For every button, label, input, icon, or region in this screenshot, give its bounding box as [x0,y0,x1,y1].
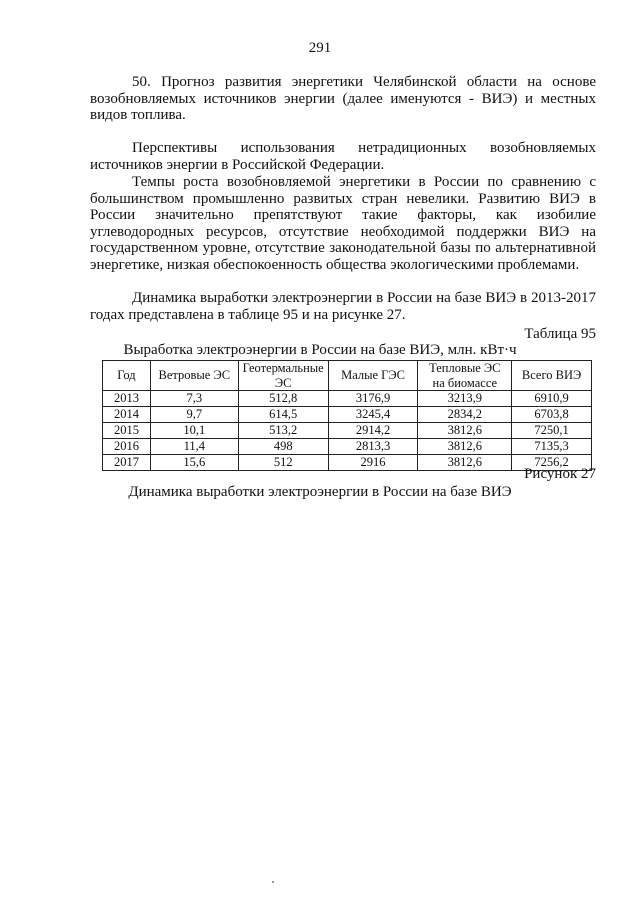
header-biomass: Тепловые ЭС на биомассе [418,361,512,391]
table-cell: 2016 [103,439,151,455]
table-row [103,423,592,439]
figure-caption: Динамика выработки электроэнергии в России на базе ВИЭ [128,484,512,500]
table-cell: 7,3 [150,391,238,407]
table-cell: 6703,8 [512,407,592,423]
table-cell: 3812,6 [418,423,512,439]
table-cell: 3176,9 [328,391,418,407]
paragraph-perspectives: Перспективы использования нетрадиционных возобновляемых источников энергии в Российской Федерации. [90,140,596,173]
table-label: Таблица 95 [524,326,596,342]
table-row [103,455,592,471]
table-cell: 11,4 [150,439,238,455]
table-cell: 10,1 [150,423,238,439]
header-geothermal: Геотермальные ЭС [238,361,328,391]
table-cell: 2013 [103,391,151,407]
table-cell: 2914,2 [328,423,418,439]
table-cell: 2813,3 [328,439,418,455]
table-row [103,439,592,455]
table-title: Выработка электроэнергии в России на базе ВИЭ, млн. кВт·ч [123,342,517,358]
table-cell: 512 [238,455,328,471]
table-cell: 498 [238,439,328,455]
table-cell: 2916 [328,455,418,471]
table-cell: 513,2 [238,423,328,439]
table-header-row [103,361,592,391]
header-total: Всего ВИЭ [512,361,592,391]
paragraph-dynamics: Динамика выработки электроэнергии в России на базе ВИЭ в 2013-2017 годах представлена в таблице 95 и на рисунке 27. [90,290,596,323]
table-cell: 3213,9 [418,391,512,407]
header-year: Год [103,361,151,391]
table-cell: 3812,6 [418,439,512,455]
scan-speck [272,881,274,883]
table-cell: 3245,4 [328,407,418,423]
paragraph-section-50: 50. Прогноз развития энергетики Челябинской области на основе возобновляемых источников энергии (далее именуются - ВИЭ) и местных видов топлива. [90,74,596,124]
table-cell: 2017 [103,455,151,471]
figure-label: Рисунок 27 [524,466,596,482]
table-cell: 15,6 [150,455,238,471]
table-cell: 2014 [103,407,151,423]
table-cell: 7135,3 [512,439,592,455]
table-cell: 614,5 [238,407,328,423]
table-row [103,391,592,407]
table-cell: 6910,9 [512,391,592,407]
table-cell: 7256,2 [512,455,592,471]
table-cell: 7250,1 [512,423,592,439]
energy-output-table [102,360,592,471]
page-number: 291 [308,40,332,56]
table-row [103,407,592,423]
paragraph-growth-rates: Темпы роста возобновляемой энергетики в России по сравнению с большинством промышленно развитых стран невелики. Развитию ВИЭ в России значительно препятствуют такие факторы, как изобилие углеводородных ресурсов, отсутствие необходимой поддержки ВИЭ на государственном уровне, отсутствие законодательной базы по альтернативной энергетике, низкая обеспокоенность общества экологическими проблемами. [90,174,596,273]
header-small-hydro: Малые ГЭС [328,361,418,391]
table-cell: 3812,6 [418,455,512,471]
table-cell: 2015 [103,423,151,439]
table-cell: 2834,2 [418,407,512,423]
header-wind: Ветровые ЭС [150,361,238,391]
table-cell: 512,8 [238,391,328,407]
table-cell: 9,7 [150,407,238,423]
